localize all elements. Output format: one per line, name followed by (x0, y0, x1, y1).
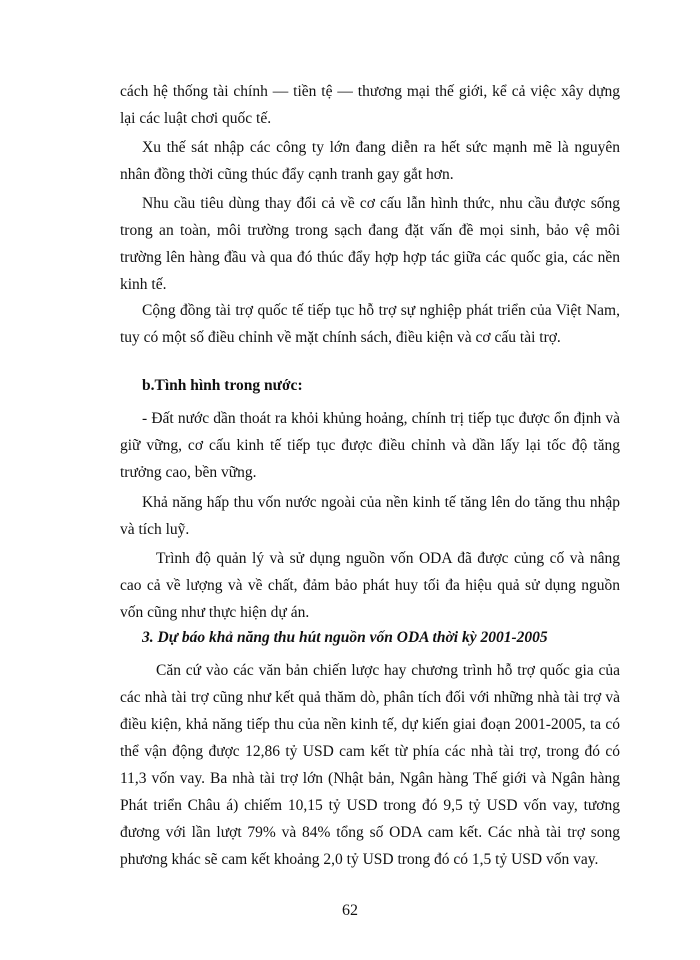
paragraph-intro-continuation: cách hệ thống tài chính — tiền tệ — thương mại thế giới, kể cả việc xây dựng lại các luật chơi quốc tế. (120, 83, 620, 127)
heading-oda-forecast: 3. Dự báo khả năng thu hút nguồn vốn ODA thời kỳ 2001-2005 (142, 629, 548, 646)
heading-domestic-situation: b.Tình hình trong nước: (142, 377, 303, 394)
paragraph-oda-forecast-body: Căn cứ vào các văn bản chiến lược hay chương trình hỗ trợ quốc gia của các nhà tài trợ cũng như kết quả thăm dò, phân tích đối với những nhà tài trợ và điều kiện, khả năng tiếp thu của nền kinh tế, dự kiến giai đoạn 2001-2005, ta có thể vận động được 12,86 tỷ USD cam kết từ phía các nhà tài trợ, trong đó có 11,3 vốn vay. Ba nhà tài trợ lớn (Nhật bản, Ngân hàng Thế giới và Ngân hàng Phát triển Châu á) chiếm 10,15 tỷ USD trong đó 9,5 tỷ USD vốn vay, tương đương với lần lượt 79% và 84% tổng số ODA cam kết. Các nhà tài trợ song phương khác sẽ cam kết khoảng 2,0 tỷ USD trong đó có 1,5 tỷ USD vốn vay. (120, 662, 620, 868)
paragraph-absorption-capacity: Khả năng hấp thu vốn nước ngoài của nền kinh tế tăng lên do tăng thu nhập và tích luỹ. (120, 494, 620, 538)
paragraph-mergers: Xu thế sát nhập các công ty lớn đang diễn ra hết sức mạnh mẽ là nguyên nhân đồng thời cũng thúc đẩy cạnh tranh gay gắt hơn. (120, 139, 620, 183)
paragraph-oda-management: Trình độ quản lý và sử dụng nguồn vốn ODA đã được củng cố và nâng cao cả về lượng và về chất, đảm bảo phát huy tối đa hiệu quả sử dụng nguồn vốn cũng như thực hiện dự án. (120, 550, 620, 621)
paragraph-donor-community: Cộng đồng tài trợ quốc tế tiếp tục hỗ trợ sự nghiệp phát triển của Việt Nam, tuy có một số điều chỉnh về mặt chính sách, điều kiện và cơ cấu tài trợ. (120, 302, 620, 346)
paragraph-consumer-demand: Nhu cầu tiêu dùng thay đổi cả về cơ cấu lẫn hình thức, nhu cầu được sống trong an toàn, môi trường trong sạch đang đặt vấn đề mọi sinh, bảo vệ môi trường lên hàng đầu và qua đó thúc đẩy hợp hợp tác giữa các quốc gia, các nền kinh tế. (120, 195, 620, 293)
page-number: 62 (342, 902, 358, 919)
paragraph-country-recovery: - Đất nước dần thoát ra khỏi khủng hoảng, chính trị tiếp tục được ổn định và giữ vững, cơ cấu kinh tế tiếp tục được điều chỉnh và dần lấy lại tốc độ tăng trưởng cao, bền vững. (120, 410, 620, 481)
